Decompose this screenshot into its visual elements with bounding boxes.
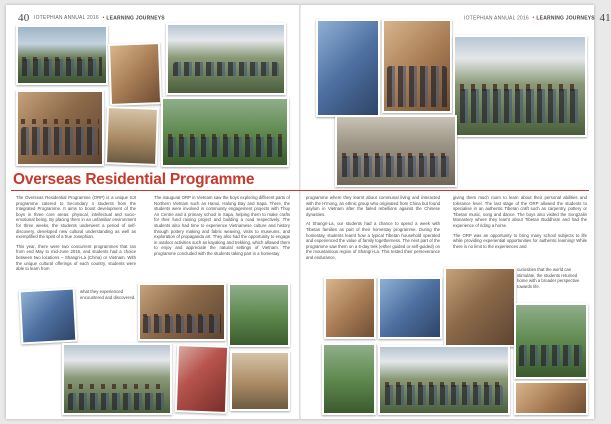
right-page-header <box>464 12 611 24</box>
paragraph-intro: The Overseas Residential Programme (ORP) is a unique SJI programme catered to Secondary 4 students from the Integrated Programme. It aims to boost development of the boys in three core areas: physical, intellectual and socio-emotional being. By placing them in an unfamiliar environment for three weeks, the students underwent a period of self-discovery, developed new cultural understanding as well as exemplified the spirit of a true Josephian. <box>16 195 136 240</box>
photo-students-dancing <box>382 19 452 113</box>
paragraph-tibetan: giving them much room to learn about their personal abilities and tolerance level. The last stage of the ORP allowed the students to specialise in an authentic Tibetan craft such as carpentry, pottery or Tibetan music, song and dance. The boys also visited the Songzalin Monastery where they learnt about Tibetan Buddhism and had the experience of riding a horse. <box>453 195 587 228</box>
paragraph-reflection: The ORP was an opportunity to bring many school subjects to life while providing experiential opportunities for authentic learning! While there is no limit to the experiences and <box>453 232 587 249</box>
photo-group-valley <box>378 345 510 415</box>
bullet-icon: • <box>102 15 105 22</box>
photo-group-mountain <box>161 97 289 167</box>
photo-students-cooking <box>514 381 588 415</box>
photo-student-smiling <box>324 277 376 339</box>
magazine-spread <box>6 5 611 419</box>
left-page-number: 40 <box>18 12 30 24</box>
article-column-3 <box>306 195 440 261</box>
article-column-2 <box>154 195 290 257</box>
photo-food-table <box>230 351 290 411</box>
right-publication-name: IOTEPHIAN ANNUAL 2016 <box>464 15 529 22</box>
photo-trekking-hill <box>166 23 286 95</box>
photo-student-writing <box>19 288 78 345</box>
bullet-icon: • <box>532 15 535 22</box>
right-page-number: 41 <box>599 12 611 24</box>
photo-group-standing <box>16 25 108 85</box>
article-column-4-wrap <box>517 267 587 289</box>
photo-students-classroom <box>444 267 516 347</box>
paragraph-shangrila: At Shangri-La, our students had a chance to spend a week with Tibetan families as part of their homestay programme. During the homestay, students learnt how a typical Tibetan household operated and experienced the value of family togetherness. The next part of the programme saw them on a 5-day trek (either guided or self-guided) on the mountainous region of Shangri-La. This tested their perseverance and endurance, <box>306 221 440 260</box>
left-section-name: LEARNING JOURNEYS <box>106 15 165 22</box>
paragraph-locations: This year, there were two concurrent programmes that ran from end May to mid-June 2016, and students had a choice between two locations – Shangri-La (China) or Vietnam. With the unique cultural offerings of each country, students were able to learn from <box>16 243 136 272</box>
photo-group-snow-mountain <box>62 343 172 415</box>
photo-student-portrait <box>108 42 162 106</box>
page-gutter <box>299 5 301 419</box>
photo-students-field <box>514 303 588 379</box>
photo-group-indoor <box>138 283 226 341</box>
photo-group-hillside <box>453 35 587 137</box>
left-publication-name: IOTEPHIAN ANNUAL 2016 <box>34 15 99 22</box>
photo-student-hiking <box>322 343 376 415</box>
article-column-1 <box>16 195 136 272</box>
title-area <box>11 171 294 189</box>
title-divider <box>11 190 589 191</box>
photo-student-working <box>378 277 442 339</box>
right-section-name: LEARNING JOURNEYS <box>536 15 595 22</box>
left-page-header <box>18 12 165 24</box>
photo-students-crafts <box>105 106 159 166</box>
paragraph-closing: curiosities that the world can stimulate, the students returned home with a broader perspective towards life. <box>517 267 580 289</box>
article-column-4 <box>453 195 587 249</box>
photo-students-meal <box>16 90 104 166</box>
paragraph-hmong: programme where they learnt about communal living and interacted with the H'mong, an ethnic group who originated from China but found asylum in Vietnam after the failed rebellions against the Chinese dynasties. <box>306 195 440 217</box>
photo-students-bench <box>228 283 290 347</box>
photo-student-seated <box>316 19 380 117</box>
photo-student-red-costume <box>175 344 229 414</box>
article-column-1-wrap <box>80 289 136 300</box>
paragraph-vietnam: The inaugural ORP in Vietnam saw the boys exploring different parts of Northern Vietnam such as Hanoi, Halong Bay and Sapa. There, the students were involved in community engagement projects with Thuy An Centre and a primary school in Sapa, helping them to make crafts for their fund raising project and building a road respectively. The students also had time to experience Vietnamese culture and history through pottery making and fabric weaving, visits to museums, and exploration of propaganda art. They also had the opportunity to engage in outdoor activities such as kayaking and trekking, which allowed them to enjoy and appreciate the natural settings of Vietnam. The programme concluded with the students taking part in a homestay <box>154 195 290 256</box>
photo-group-road <box>335 115 457 187</box>
article-title: Overseas Residential Programme <box>13 171 255 188</box>
paragraph-wrap: what they experienced encountered and discovered. <box>80 289 136 300</box>
